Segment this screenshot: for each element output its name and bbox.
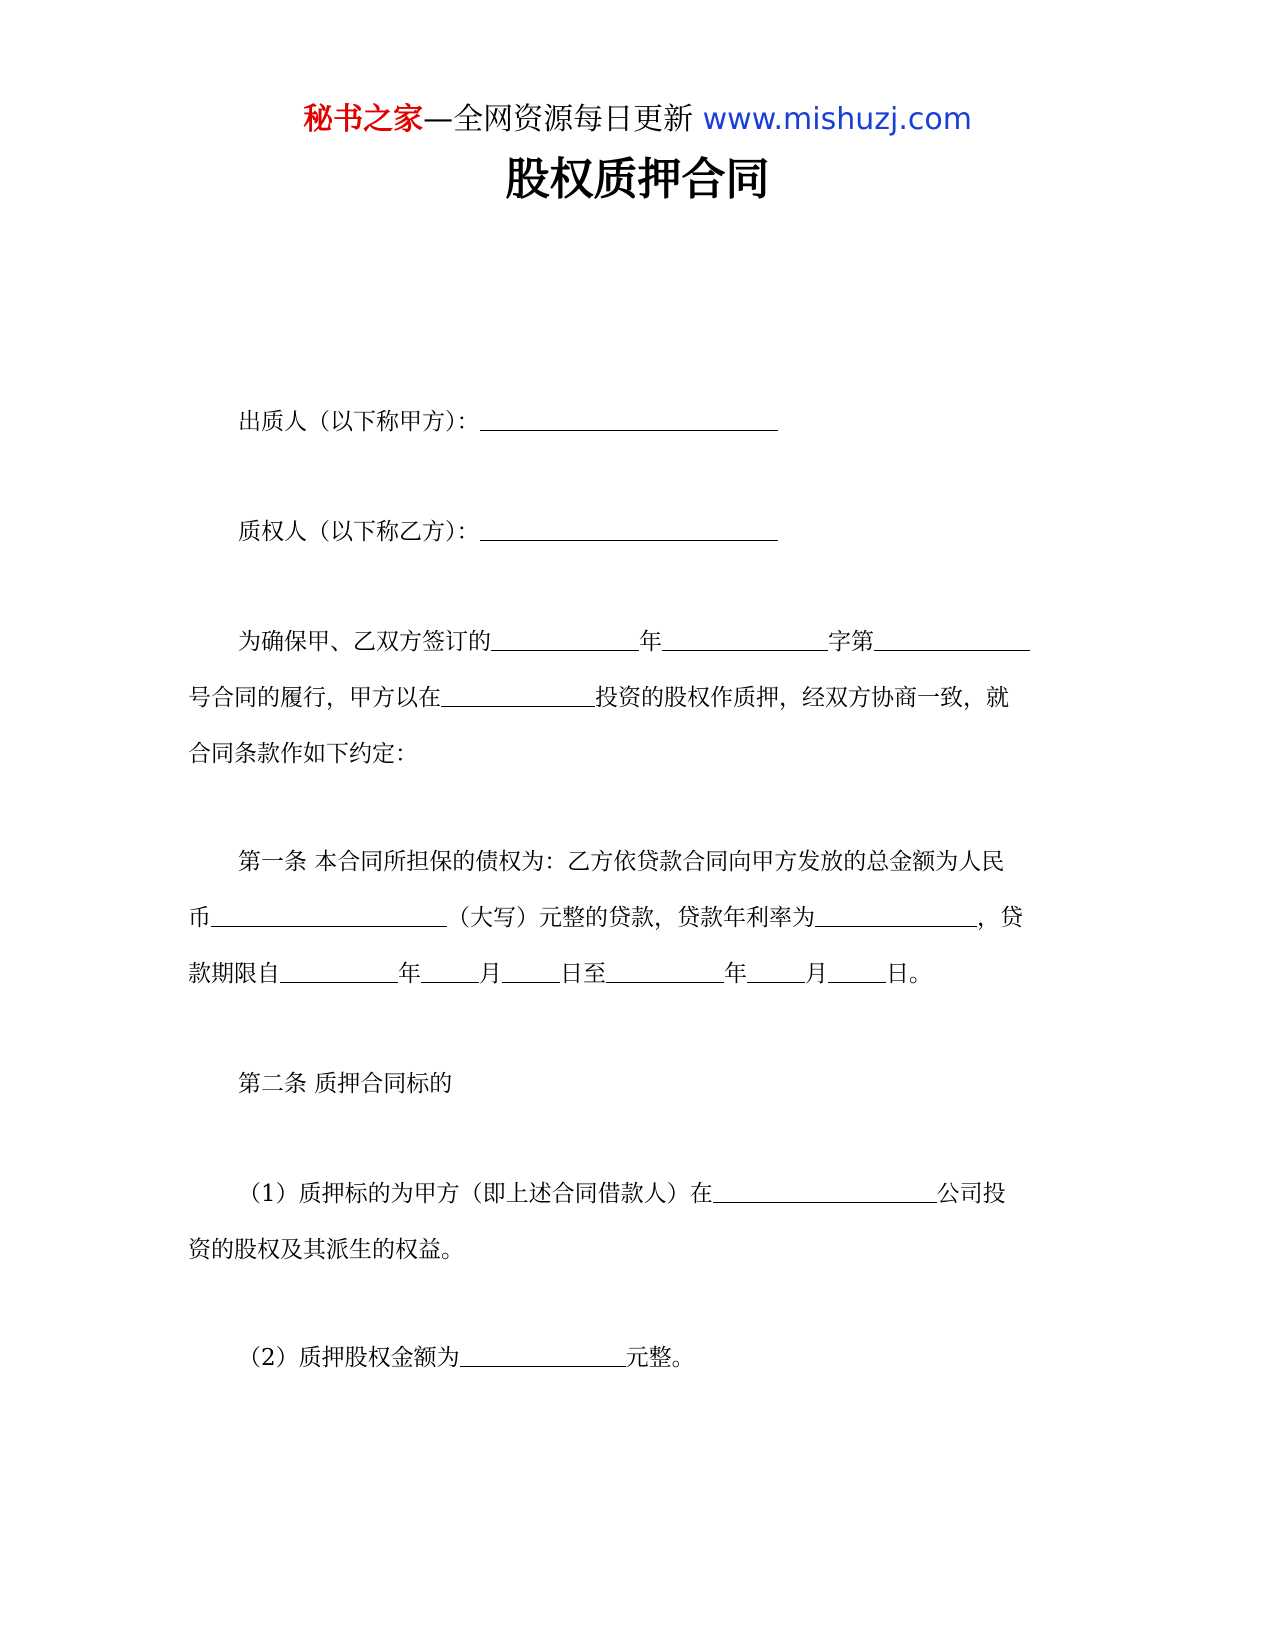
intro-line-1 (188, 612, 1138, 672)
pledgee-blank (480, 518, 778, 541)
intro-line-2 (188, 668, 1088, 728)
article2-item2 (188, 1328, 1138, 1388)
article2-heading: 第二条 质押合同标的 (238, 1071, 453, 1097)
start-year-blank (280, 960, 398, 983)
contract-blank-1 (491, 628, 639, 651)
item2-text-a: （2）质押股权金额为 (238, 1345, 460, 1371)
article2-item1-line-2: 资的股权及其派生的权益。 (188, 1237, 464, 1263)
pledgee-label: 质权人（以下称乙方）： (238, 519, 480, 545)
start-month-blank (421, 960, 479, 983)
start-month-label: 月 (479, 961, 502, 987)
article1-text-rate: （大写）元整的贷款，贷款年利率为 (447, 905, 815, 931)
intro-text-number: 字第 (828, 629, 874, 655)
intro-text-1: 为确保甲、乙双方签订的 (238, 629, 491, 655)
start-day-label: 日至 (560, 961, 606, 987)
site-url[interactable]: www.mishuzj.com (702, 102, 972, 137)
article1-line-1: 第一条 本合同所担保的债权为：乙方依贷款合同向甲方发放的总金额为人民 (238, 849, 1005, 875)
contract-blank-3 (874, 628, 1030, 651)
item2-text-b: 元整。 (625, 1345, 695, 1371)
intro-text-5: 投资的股权作质押，经双方协商一致，就 (595, 685, 1009, 711)
article1-text-loan: ，贷 (977, 905, 1023, 931)
intro-line-3: 合同条款作如下约定： (188, 741, 418, 767)
pledgor-line (188, 392, 1138, 452)
item1-text-a: （1）质押标的为甲方（即上述合同借款人）在 (238, 1181, 713, 1207)
intro-text-4: 号合同的履行，甲方以在 (188, 685, 441, 711)
equity-amount-blank (460, 1344, 626, 1367)
pledgor-label: 出质人（以下称甲方）： (238, 409, 480, 435)
end-month-blank (747, 960, 805, 983)
document-title: 股权质押合同 (505, 154, 770, 205)
article2-item1-line-1 (188, 1164, 1138, 1224)
contract-blank-2 (662, 628, 828, 651)
investment-blank (441, 684, 595, 707)
term-label: 款期限自 (188, 961, 280, 987)
end-day-label: 日。 (886, 961, 932, 987)
intro-text-year: 年 (639, 629, 662, 655)
article1-line-2 (188, 888, 1088, 948)
start-year-label: 年 (398, 961, 421, 987)
item1-text-b: 公司投 (936, 1181, 1006, 1207)
article1-text-currency: 币 (188, 905, 211, 931)
end-year-blank (606, 960, 724, 983)
pledgee-line (188, 502, 1138, 562)
company-blank (713, 1180, 937, 1203)
pledgor-blank (480, 408, 778, 431)
page-header (0, 100, 1275, 140)
start-day-blank (502, 960, 560, 983)
brand-name: 秘书之家 (303, 102, 424, 137)
rate-blank (815, 904, 977, 927)
header-tagline: —全网资源每日更新 (423, 102, 703, 137)
article1-line-3 (188, 944, 1088, 1004)
amount-blank (211, 904, 447, 927)
end-year-label: 年 (724, 961, 747, 987)
end-month-label: 月 (805, 961, 828, 987)
end-day-blank (828, 960, 886, 983)
